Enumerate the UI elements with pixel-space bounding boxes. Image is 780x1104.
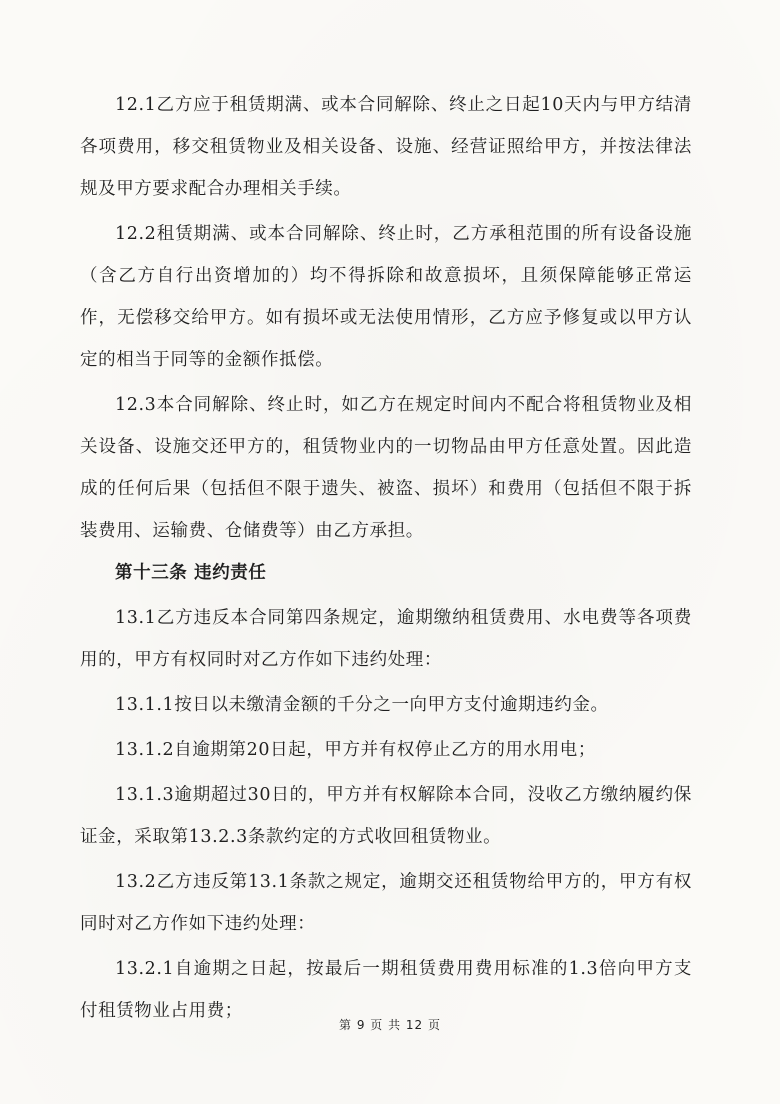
page-number-footer: 第 9 页 共 12 页 <box>339 1018 441 1032</box>
clause-13-2: 13.2乙方违反第13.1条款之规定，逾期交还租赁物给甲方的，甲方有权同时对乙方作如下违约处理： <box>80 872 692 934</box>
clause-12-1: 12.1乙方应于租赁期满、或本合同解除、终止之日起10天内与甲方结清各项费用，移交租赁物业及相关设备、设施、经营证照给甲方，并按法律法规及甲方要求配合办理相关手续。 <box>80 95 692 199</box>
clause-13-1-1: 13.1.1按日以未缴清金额的千分之一向甲方支付逾期违约金。 <box>115 695 609 715</box>
clause-12-3: 12.3本合同解除、终止时，如乙方在规定时间内不配合将租赁物业及相关设备、设施交还甲方的，租赁物业内的一切物品由甲方任意处置。因此造成的任何后果（包括但不限于遗失、被盗、损坏）和费用（包括但不限于拆装费用、运输费、仓储费等）由乙方承担。 <box>80 395 692 541</box>
document-body <box>80 84 692 1032</box>
section-heading-13: 第十三条 违约责任 <box>115 563 267 583</box>
clause-13-1: 13.1乙方违反本合同第四条规定，逾期缴纳租赁费用、水电费等各项费用的，甲方有权同时对乙方作如下违约处理： <box>80 608 692 670</box>
clause-12-2: 12.2租赁期满、或本合同解除、终止时，乙方承租范围的所有设备设施（含乙方自行出资增加的）均不得拆除和故意损坏，且须保障能够正常运作，无偿移交给甲方。如有损坏或无法使用情形，乙方应予修复或以甲方认定的相当于同等的金额作抵偿。 <box>80 224 692 370</box>
clause-13-1-2: 13.1.2自逾期第20日起，甲方并有权停止乙方的用水用电； <box>115 740 596 760</box>
clause-13-2-1: 13.2.1自逾期之日起，按最后一期租赁费用费用标准的1.3倍向甲方支付租赁物业占用费； <box>80 959 692 1021</box>
clause-13-1-3: 13.1.3逾期超过30日的，甲方并有权解除本合同，没收乙方缴纳履约保证金，采取第13.2.3条款约定的方式收回租赁物业。 <box>80 785 692 847</box>
